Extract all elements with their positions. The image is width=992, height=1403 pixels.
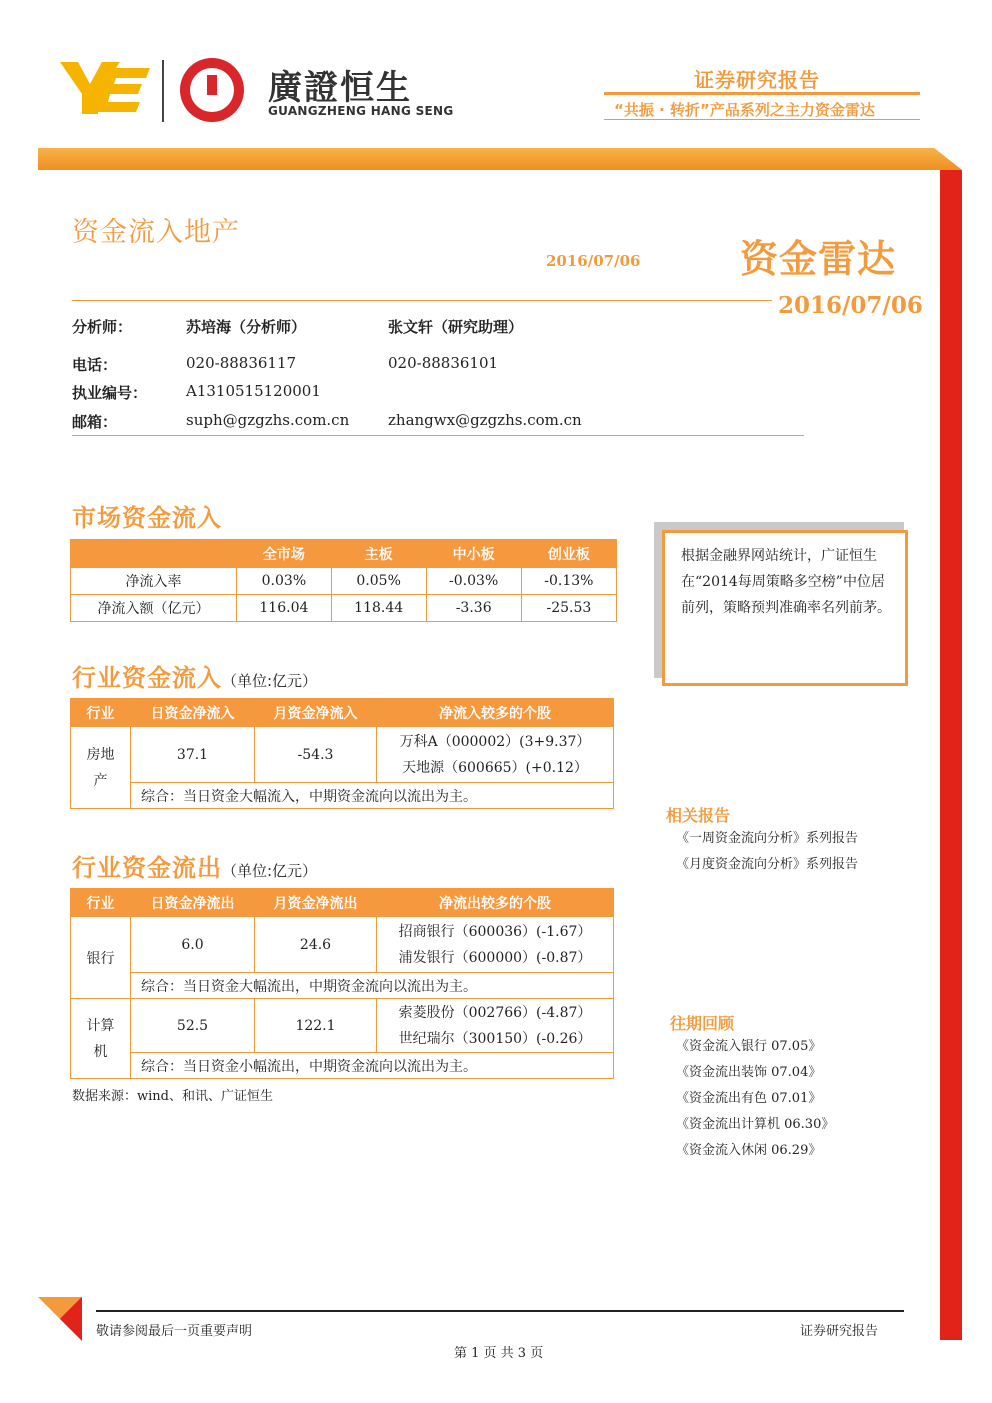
table-header: 行业 — [71, 889, 131, 917]
phone-row — [72, 354, 498, 375]
past-list — [676, 1034, 834, 1164]
related-list — [676, 826, 858, 878]
related-report-link[interactable]: 《月度资金流向分析》系列报告 — [676, 857, 859, 872]
related-heading: 相关报告 — [666, 806, 731, 825]
license-label: 执业编号： — [72, 384, 148, 402]
table-cell: 118.44 — [331, 595, 426, 622]
past-heading: 往期回顾 — [670, 1014, 735, 1033]
report-type-title: 证券研究报告 — [694, 68, 820, 92]
product-name: 资金雷达 — [740, 237, 897, 281]
month-flow-cell: 122.1 — [255, 999, 377, 1053]
report-series: “共振 · 转折”产品系列之主力资金雷达 — [614, 101, 875, 119]
outflow-heading — [72, 848, 317, 883]
analyst-2: 张文轩（研究助理） — [388, 318, 524, 336]
table-header: 净流出较多的个股 — [377, 889, 614, 917]
table-header: 中小板 — [426, 540, 521, 568]
table-header: 日资金净流出 — [131, 889, 255, 917]
past-report-link[interactable]: 《资金流出有色 07.01》 — [676, 1091, 822, 1106]
ye-logo-icon — [60, 62, 150, 114]
table-header-row — [71, 540, 617, 568]
table-header: 月资金净流出 — [255, 889, 377, 917]
industry-cell: 银行 — [71, 917, 131, 999]
data-source: 数据来源：wind、和讯、广证恒生 — [72, 1089, 273, 1104]
day-flow-cell: 6.0 — [131, 917, 255, 973]
inflow-table — [70, 698, 614, 809]
table-row — [71, 568, 617, 595]
month-flow-cell: 24.6 — [255, 917, 377, 973]
month-flow-cell: -54.3 — [255, 727, 377, 783]
inflow-heading-text: 行业资金流入 — [72, 664, 222, 692]
analyst-rule-bottom — [72, 435, 804, 436]
stock-item: 天地源（600665）(+0.12） — [402, 759, 588, 776]
callout-box: 根据金融界网站统计，广证恒生在“2014每周策略多空榜”中位居前列，策略预判准确率名列前茅。 — [662, 530, 908, 686]
brand-name-cn: 廣證恒生 — [268, 68, 412, 108]
day-flow-cell: 37.1 — [131, 727, 255, 783]
row-label: 净流入额（亿元） — [71, 595, 237, 622]
table-row — [71, 999, 614, 1053]
analyst-label: 分析师： — [72, 318, 133, 336]
table-cell: -3.36 — [426, 595, 521, 622]
table-header: 日资金净流入 — [131, 699, 255, 727]
table-cell: -0.03% — [426, 568, 521, 595]
outflow-table — [70, 888, 614, 1079]
table-cell: 0.05% — [331, 568, 426, 595]
stock-item: 招商银行（600036）(-1.67） — [398, 923, 592, 940]
table-row — [71, 973, 614, 999]
brand-name-en: GUANGZHENG HANG SENG — [268, 104, 454, 118]
summary-cell: 综合：当日资金大幅流出，中期资金流向以流出为主。 — [131, 973, 614, 999]
industry-cell: 计算机 — [71, 999, 131, 1079]
table-row — [71, 727, 614, 783]
analyst-row — [72, 316, 523, 337]
side-red-bar — [940, 170, 962, 1340]
table-header: 全市场 — [237, 540, 332, 568]
email-2[interactable]: zhangwx@gzgzhs.com.cn — [388, 411, 582, 429]
stocks-cell — [377, 917, 614, 973]
table-cell: -0.13% — [521, 568, 616, 595]
inflow-unit: （单位:亿元） — [222, 672, 318, 690]
phone-label: 电话： — [72, 356, 118, 374]
past-report-link[interactable]: 《资金流入休闲 06.29》 — [676, 1143, 822, 1158]
footer-triangle-icon — [38, 1297, 82, 1341]
related-report-link[interactable]: 《一周资金流向分析》系列报告 — [676, 831, 859, 846]
header-rule-thin — [604, 119, 920, 120]
phone-2: 020-88836101 — [388, 354, 499, 372]
analyst-rule-top — [72, 300, 772, 301]
table-header: 净流入较多的个股 — [377, 699, 614, 727]
industry-cell: 房地产 — [71, 727, 131, 809]
market-table — [70, 539, 617, 622]
inflow-heading — [72, 658, 317, 693]
table-row — [71, 1053, 614, 1079]
table-header: 创业板 — [521, 540, 616, 568]
outflow-heading-text: 行业资金流出 — [72, 854, 222, 882]
outflow-unit: （单位:亿元） — [222, 862, 318, 880]
table-header: 行业 — [71, 699, 131, 727]
stock-item: 世纪瑞尔（300150）(-0.26） — [398, 1030, 592, 1047]
stock-item: 万科A（000002）(3+9.37） — [399, 733, 591, 750]
stock-item: 索菱股份（002766）(-4.87） — [398, 1004, 592, 1021]
header-band — [38, 148, 962, 170]
license-1: A1310515120001 — [186, 382, 321, 400]
market-heading: 市场资金流入 — [72, 504, 222, 532]
day-flow-cell: 52.5 — [131, 999, 255, 1053]
past-report-link[interactable]: 《资金流出装饰 07.04》 — [676, 1065, 822, 1080]
table-header-row — [71, 699, 614, 727]
table-header: 月资金净流入 — [255, 699, 377, 727]
table-row — [71, 917, 614, 973]
stock-item: 浦发银行（600000）(-0.87） — [398, 949, 592, 966]
page-number: 第 1 页 共 3 页 — [454, 1346, 544, 1361]
footer-rule — [96, 1310, 904, 1312]
header-rule — [604, 92, 920, 95]
table-header — [71, 540, 237, 568]
table-row — [71, 783, 614, 809]
report-date: 2016/07/06 — [546, 252, 641, 270]
product-date: 2016/07/06 — [778, 292, 923, 319]
analyst-1: 苏培海（分析师） — [186, 318, 307, 336]
email-1[interactable]: suph@gzgzhs.com.cn — [186, 411, 350, 429]
phone-1: 020-88836117 — [186, 354, 297, 372]
logo-divider — [162, 60, 164, 122]
past-report-link[interactable]: 《资金流出计算机 06.30》 — [676, 1117, 835, 1132]
past-report-link[interactable]: 《资金流入银行 07.05》 — [676, 1039, 822, 1054]
table-cell: 0.03% — [237, 568, 332, 595]
summary-cell: 综合：当日资金大幅流入，中期资金流向以流出为主。 — [131, 783, 614, 809]
table-cell: -25.53 — [521, 595, 616, 622]
stocks-cell — [377, 727, 614, 783]
footer-report-type: 证券研究报告 — [800, 1324, 879, 1339]
email-row — [72, 411, 582, 432]
table-cell: 116.04 — [237, 595, 332, 622]
seal-logo-icon — [180, 58, 244, 122]
report-title: 资金流入地产 — [72, 217, 240, 248]
license-row — [72, 382, 388, 403]
summary-cell: 综合：当日资金小幅流出，中期资金流向以流出为主。 — [131, 1053, 614, 1079]
table-row — [71, 595, 617, 622]
email-label: 邮箱： — [72, 413, 118, 431]
footer-notice: 敬请参阅最后一页重要声明 — [96, 1324, 253, 1339]
stocks-cell — [377, 999, 614, 1053]
row-label: 净流入率 — [71, 568, 237, 595]
table-header: 主板 — [331, 540, 426, 568]
table-header-row — [71, 889, 614, 917]
